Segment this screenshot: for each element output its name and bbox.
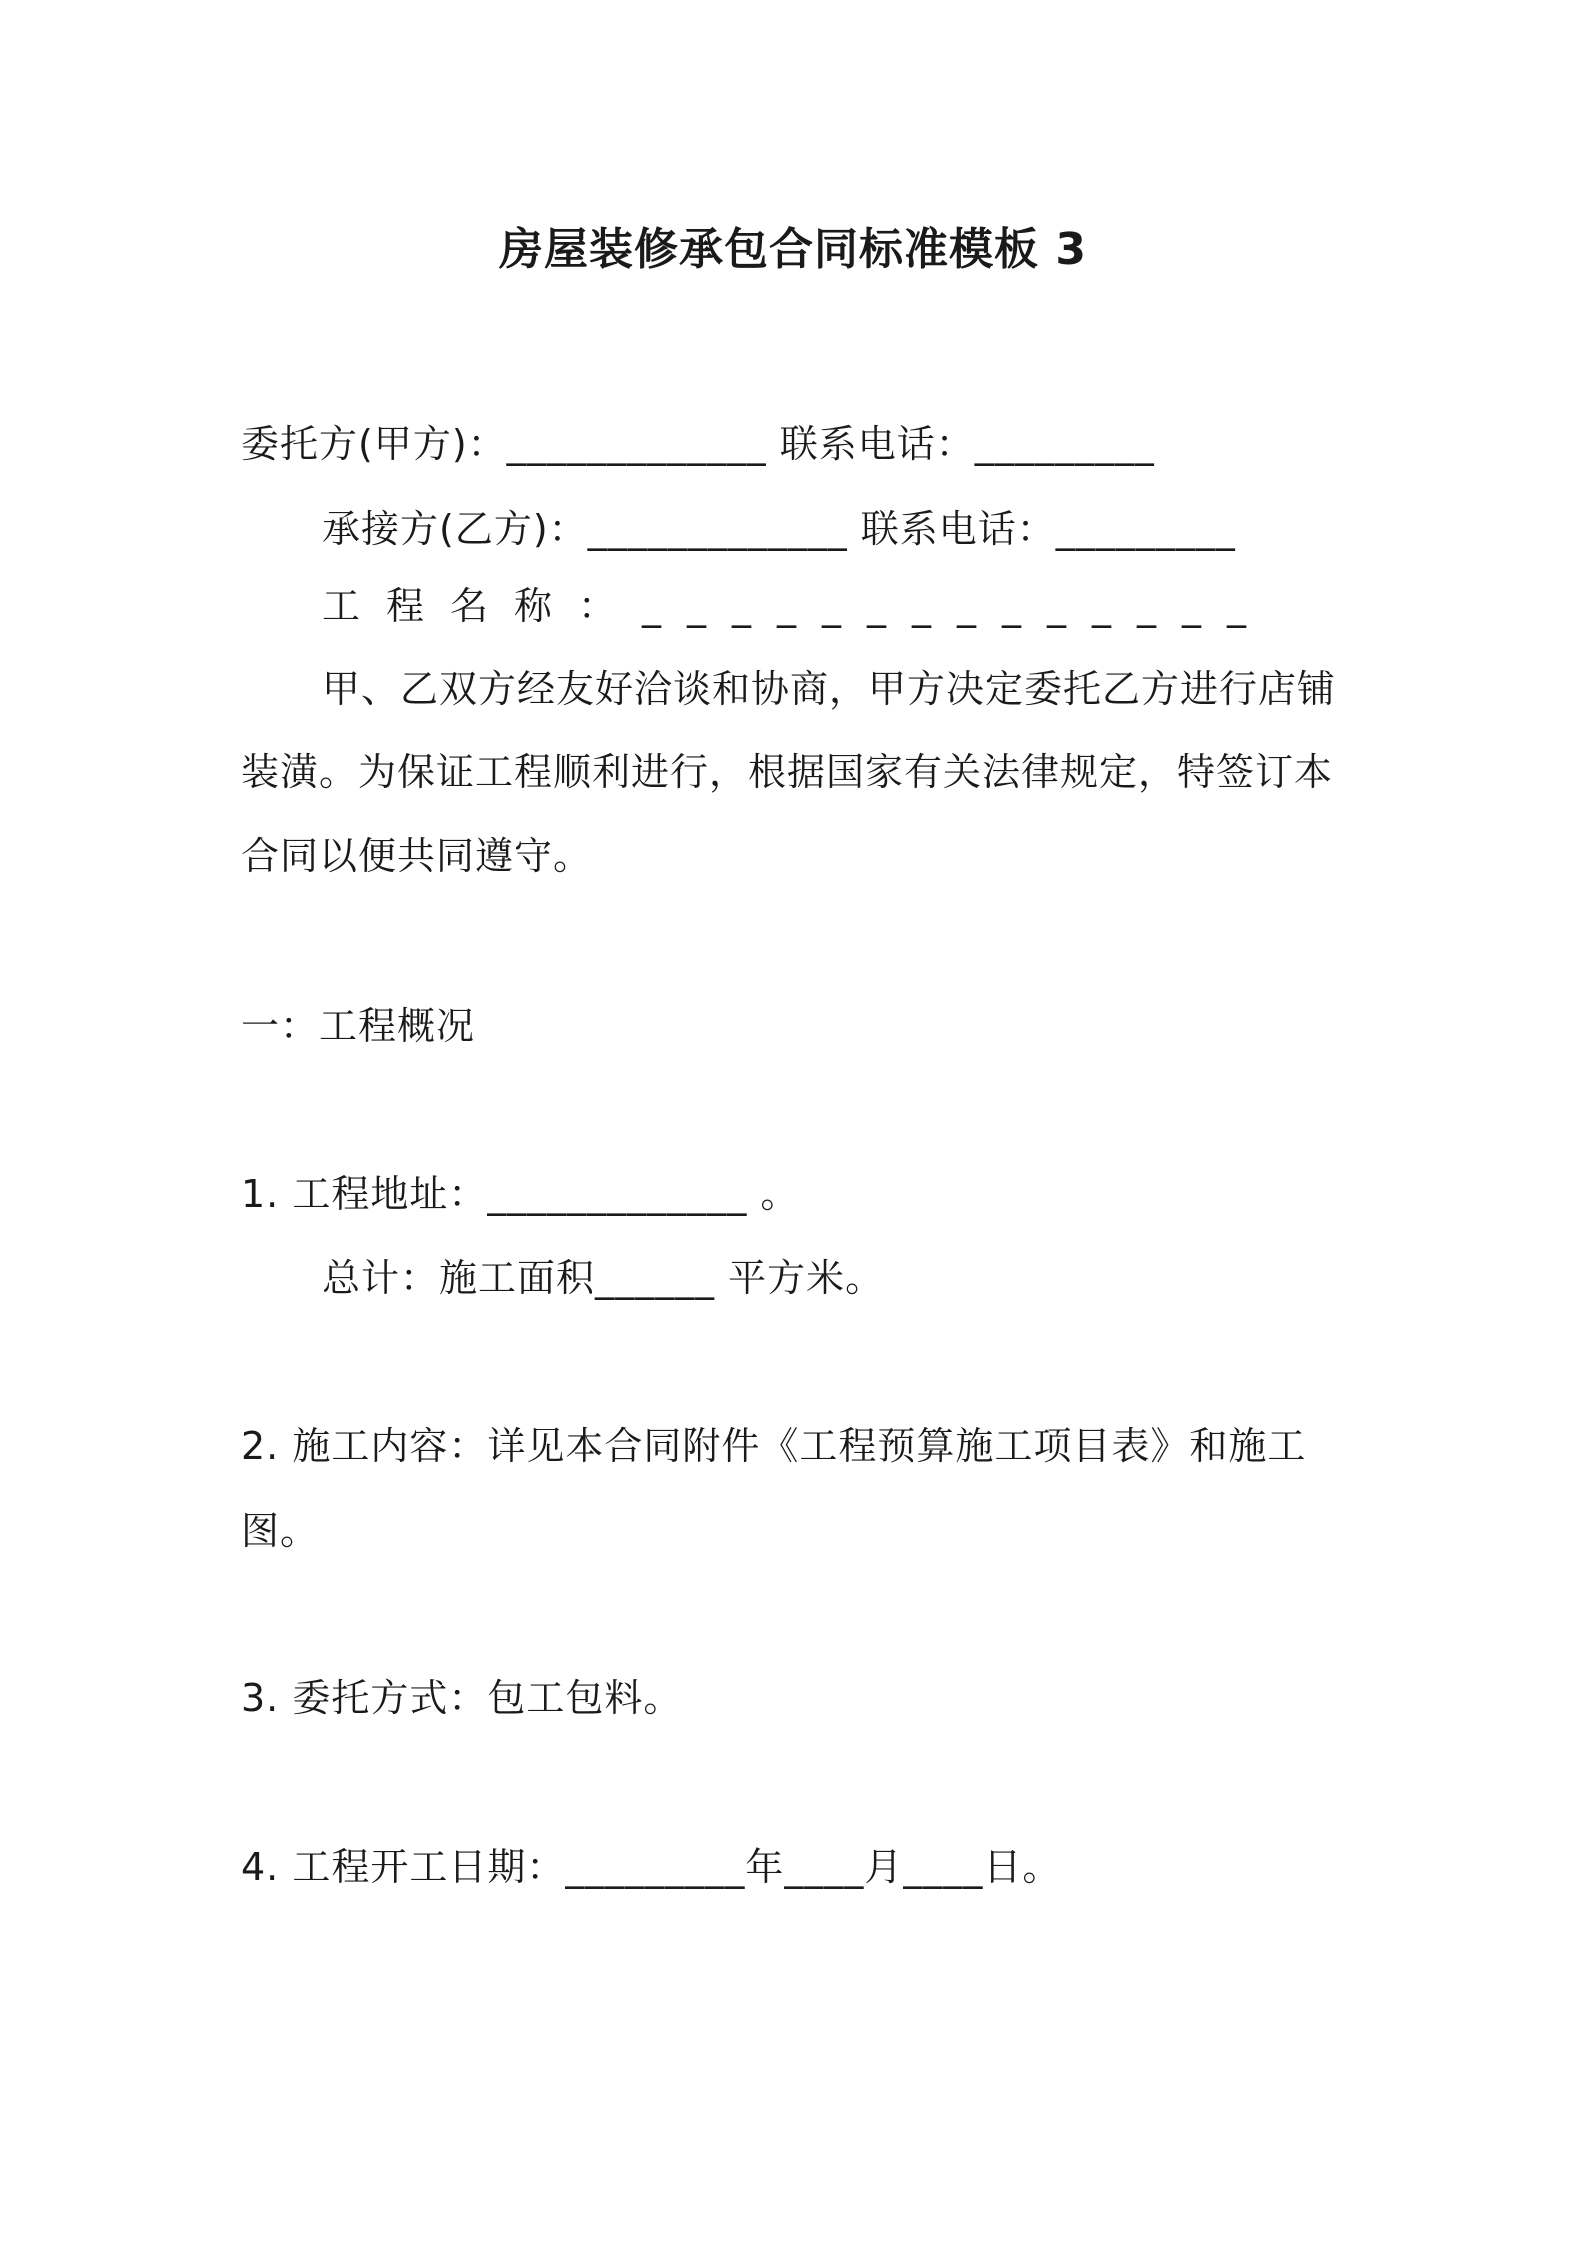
item-1-address: 1. 工程地址：_____________ 。: [241, 1172, 800, 1216]
document-title: 房屋装修承包合同标准模板 3: [499, 224, 1087, 275]
project-name-text: 工程名称：______________: [322, 584, 1273, 628]
item-4-start-date: 4. 工程开工日期：_________年____月____日。: [241, 1845, 1062, 1889]
project-name-line: [322, 582, 1272, 630]
item-2-content: 2. 施工内容：详见本合同附件《工程预算施工项目表》和施工: [241, 1424, 1307, 1468]
section-heading: 一：工程概况: [241, 1004, 476, 1048]
item-2-content-cont: 图。: [241, 1509, 320, 1553]
party-b-line: 承接方(乙方)：_____________ 联系电话：_________: [322, 507, 1236, 551]
intro-paragraph-line-3: 合同以便共同遵守。: [241, 834, 593, 878]
party-a-line: 委托方(甲方)：_____________ 联系电话：_________: [241, 422, 1155, 466]
item-3-method: 3. 委托方式：包工包料。: [241, 1676, 683, 1720]
intro-paragraph-line-2: 装潢。为保证工程顺利进行，根据国家有关法律规定，特签订本: [241, 750, 1334, 794]
intro-paragraph-line-1: 甲、乙双方经友好洽谈和协商，甲方决定委托乙方进行店铺: [322, 667, 1337, 711]
item-1-area: 总计：施工面积______ 平方米。: [322, 1256, 885, 1300]
